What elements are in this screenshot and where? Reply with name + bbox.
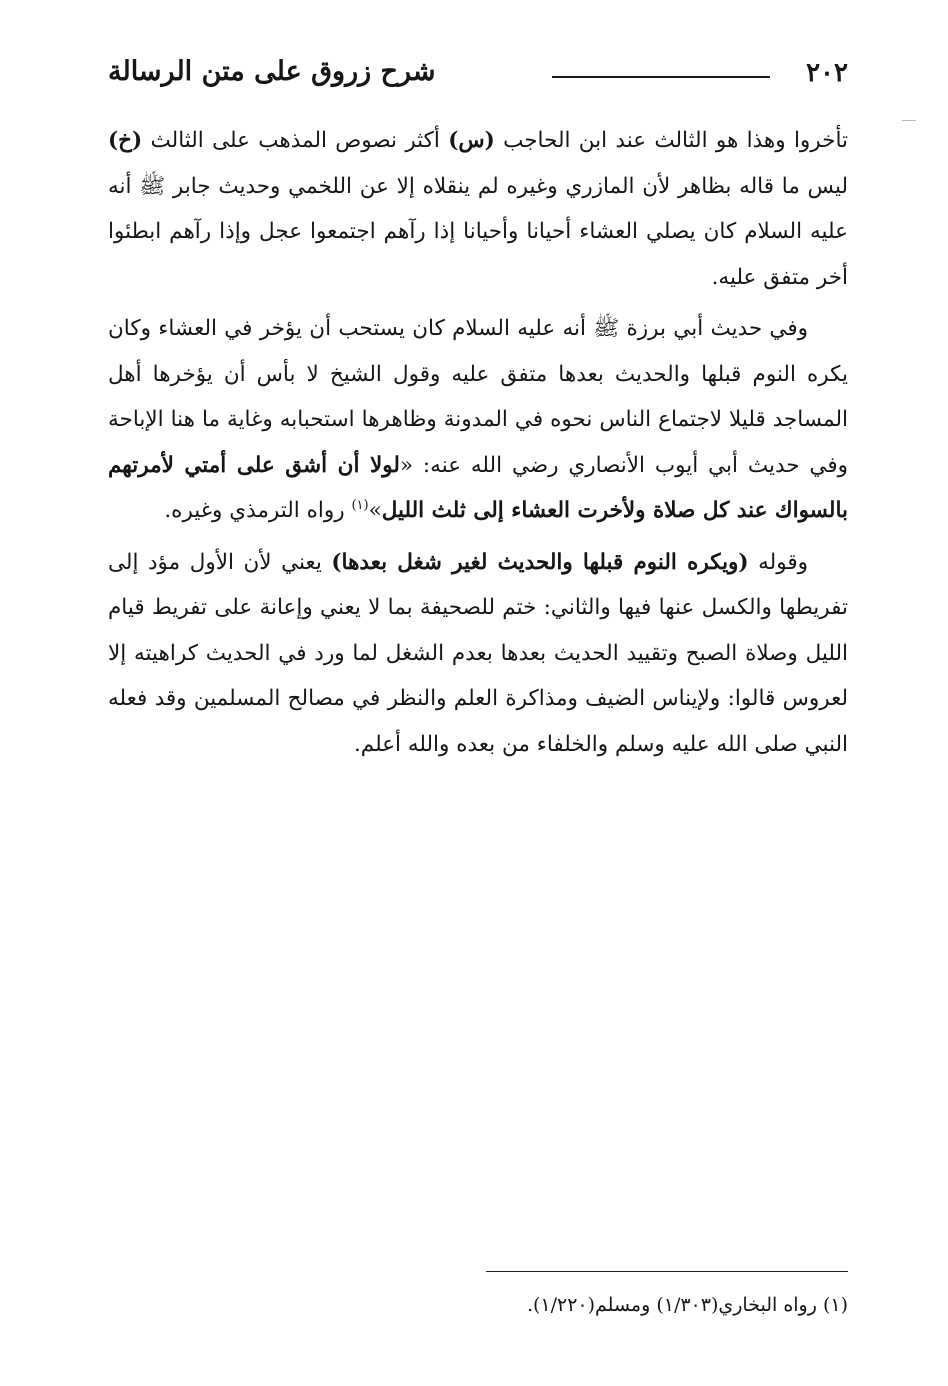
margin-mark: [902, 120, 916, 121]
source-siglum-s: (س): [448, 128, 495, 153]
text-segment: تأخروا وهذا هو الثالث عند ابن الحاجب: [494, 128, 848, 153]
text-segment: وقوله: [748, 549, 808, 575]
text-segment: ليس ما قاله بظاهر لأن المازري وغيره لم ينقلاه إلا عن اللخمي وحديث جابر ﷺ أنه عليه السلام كان يصلي العشاء أحيانا وأحيانا إذا رآهم اجتمعوا عجل وإذا رآهم ابطئوا أخر متفق عليه.: [108, 173, 848, 290]
matn-quote: (ويكره النوم قبلها والحديث لغير شغل بعدها): [331, 549, 749, 575]
paragraph-1: [108, 118, 848, 300]
book-title: شرح زروق على متن الرسالة: [108, 56, 436, 87]
footnote-reference: (١): [351, 497, 369, 513]
text-segment: »: [368, 498, 382, 523]
text-segment: أكثر نصوص المذهب على الثالث: [142, 128, 449, 153]
paragraph-3: [108, 540, 848, 768]
header-rule: [552, 76, 770, 78]
text-segment: رواه الترمذي وغيره.: [164, 498, 352, 523]
text-segment: وفي حديث أبي برزة ﷺ أنه عليه السلام كان يستحب أن يؤخر في العشاء وكان يكره النوم قبلها والحديث بعدها متفق عليه وقول الشيخ لا بأس أن يؤخرها أهل المساجد قليلا لاجتماع الناس نحوه في المدونة وظاهرها استحبابه وغاية ما هنا الإباحة وفي حديث أبي أيوب الأنصاري رضي الله عنه: «: [108, 316, 848, 478]
paragraph-2: [108, 306, 848, 534]
footnote-rule: [486, 1271, 848, 1272]
hadith-quote: لولا أن أشق على أمتي لأمرتهم بالسواك عند كل صلاة ولأخرت العشاء إلى ثلث الليل: [108, 452, 848, 523]
text-segment: يعني لأن الأول مؤد إلى تفريطها والكسل عنها فيها والثاني: ختم للصحيفة بما لا يعني وإعانة على تفريط قيام الليل وصلاة الصبح وتقييد الحديث بعدها بعدم الشغل لما ورد في الحديث كراهيته إلا لعروس قالوا: ولإيناس الضيف ومذاكرة العلم والنظر في مصالح المسلمين وقد فعله النبي صلى الله عليه وسلم والخلفاء من بعده والله أعلم.: [108, 549, 848, 757]
page-number: ٢٠٢: [806, 58, 848, 88]
footnote: (١) رواه البخاري(١/٣٠٣) ومسلم(١/٢٢٠).: [526, 1294, 848, 1316]
source-siglum-kh: (خ): [108, 128, 143, 153]
body-text: [108, 118, 848, 773]
running-header: [108, 52, 848, 100]
